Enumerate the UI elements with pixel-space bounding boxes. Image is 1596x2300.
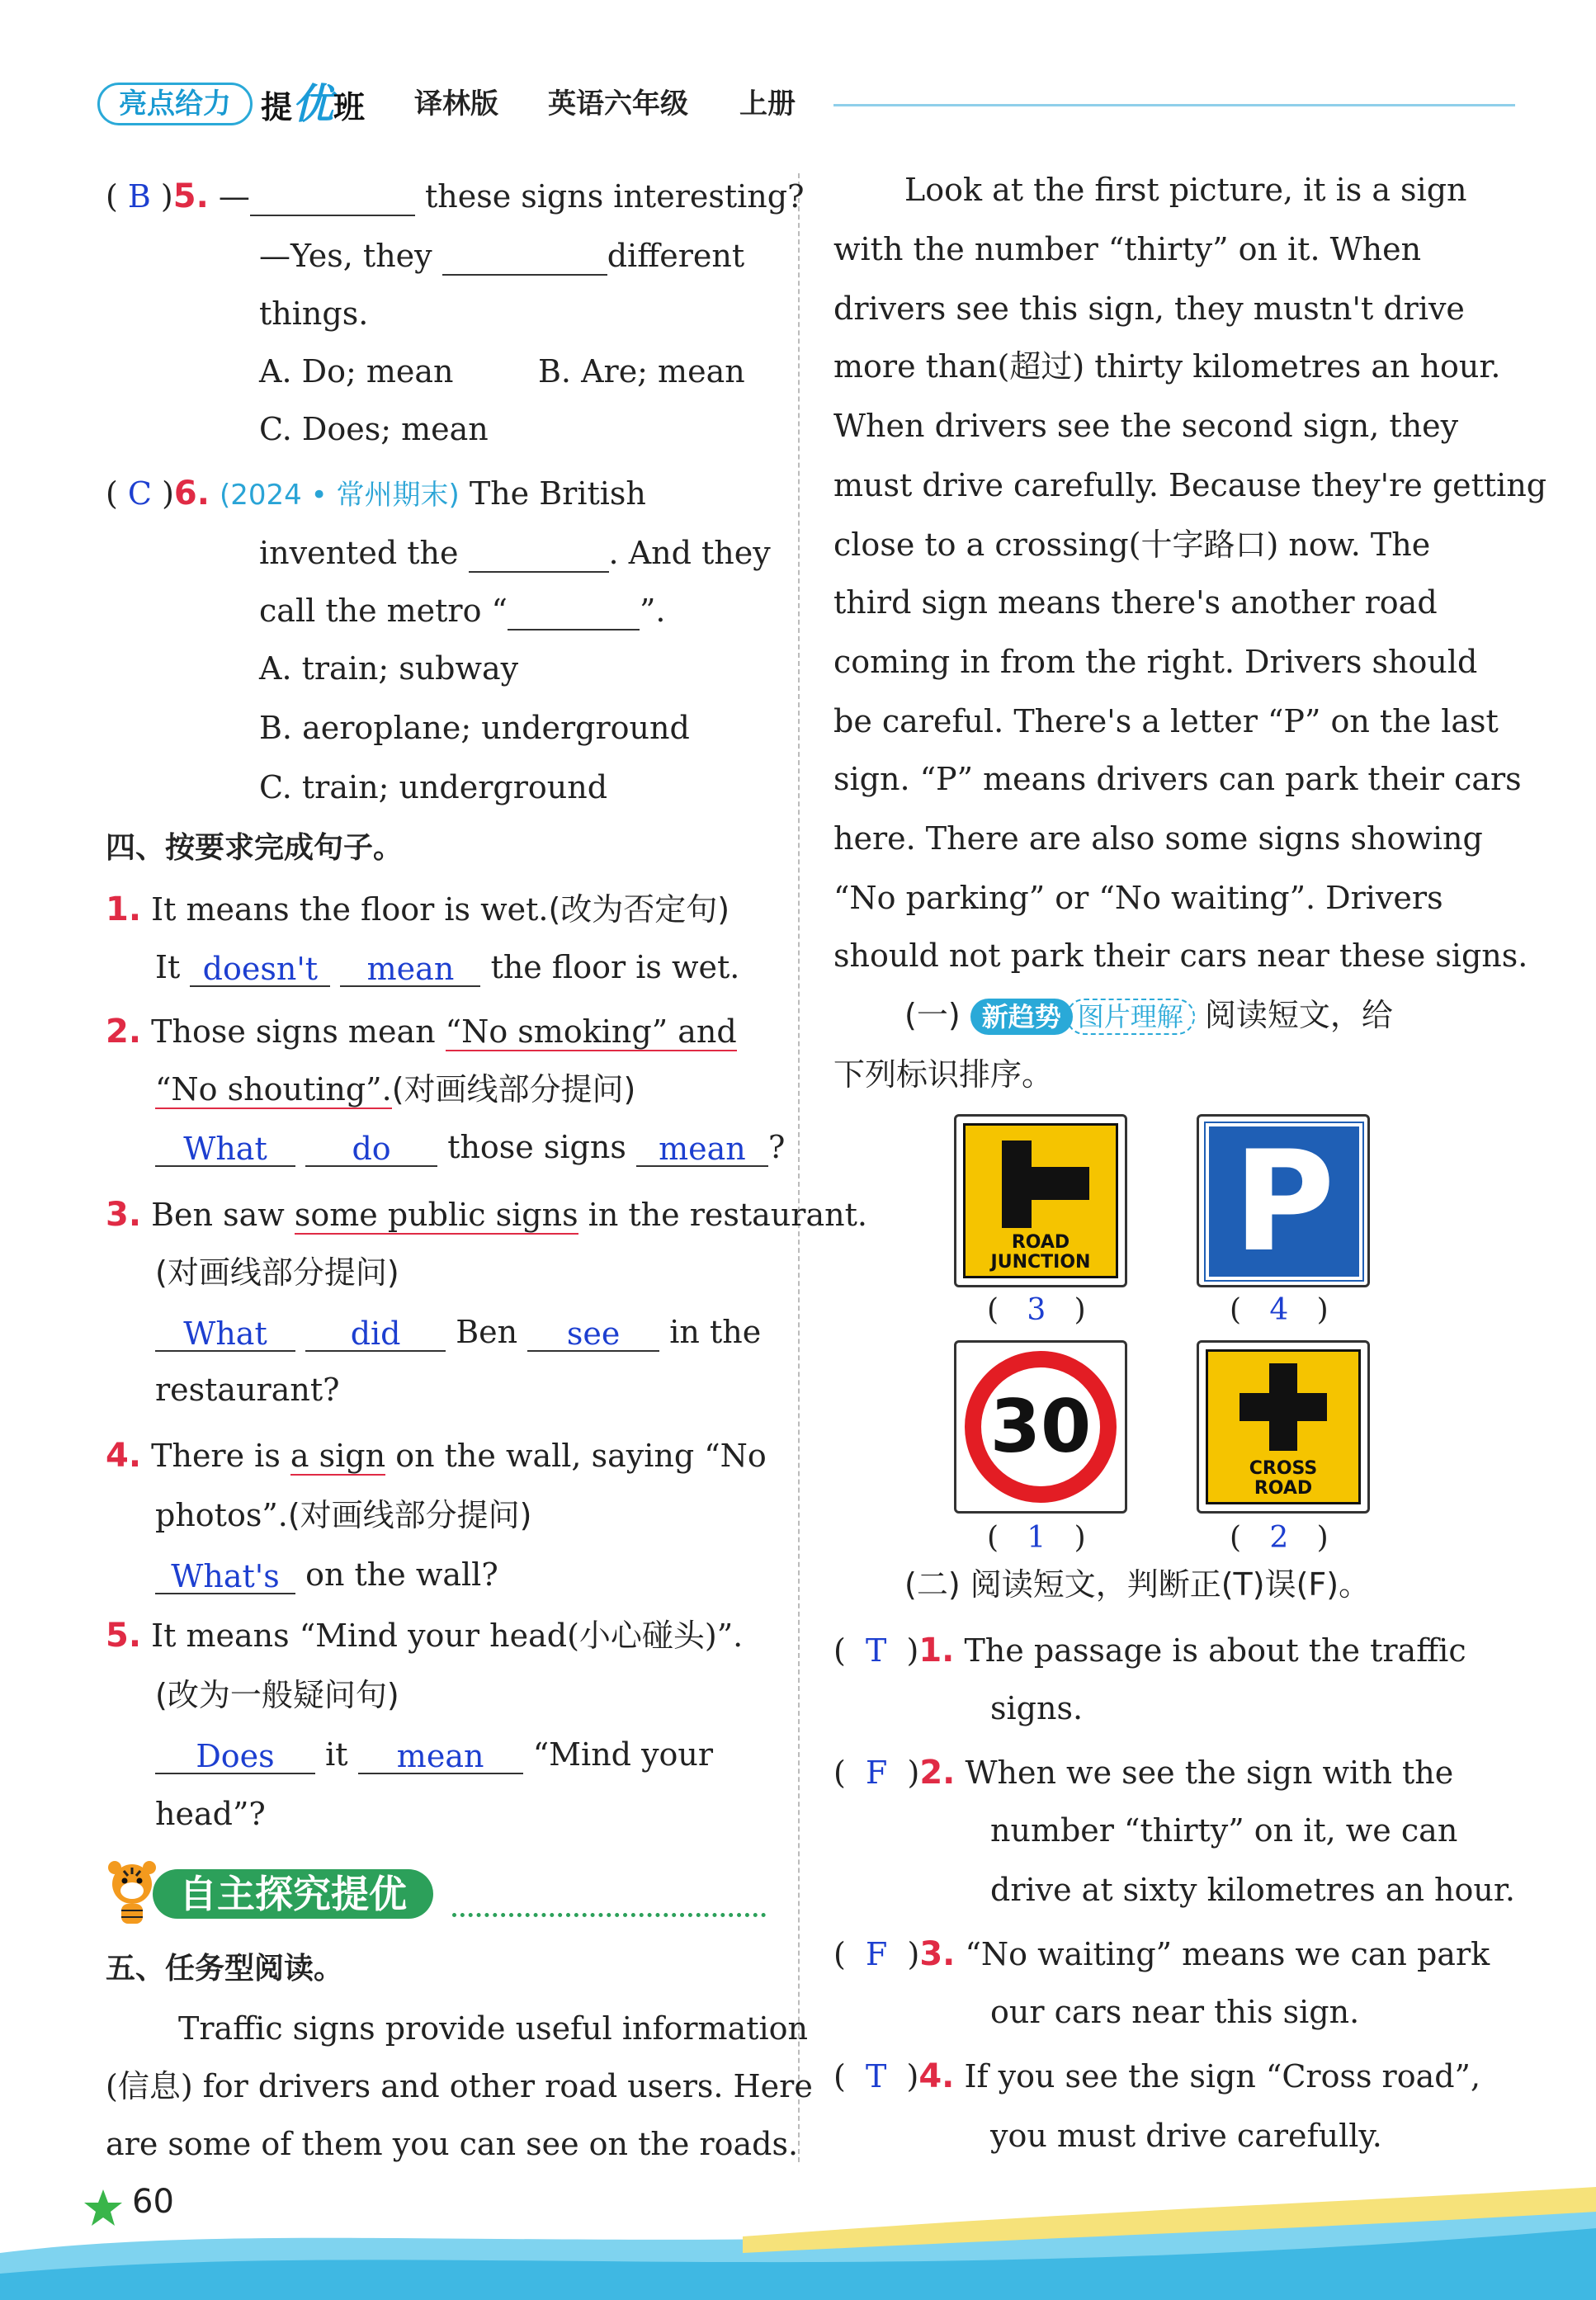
- s3-post: in the restaurant.: [588, 1197, 867, 1233]
- s1-text: It means the floor is wet.: [151, 891, 549, 928]
- q5-dash: —: [218, 178, 250, 215]
- series-name: [261, 79, 365, 132]
- passage-line: with the number “thirty” on it. When: [833, 231, 1422, 267]
- cross-road-caption2: ROAD: [1254, 1478, 1313, 1499]
- edition-label: 译林版: [414, 87, 498, 120]
- s3-mid: Ben: [456, 1314, 518, 1350]
- banner-dotted-rule: [452, 1913, 766, 1917]
- s5-answer1[interactable]: Does: [155, 1736, 315, 1774]
- s3-post2: in the: [669, 1314, 762, 1350]
- tf1-line2: signs.: [990, 1690, 1084, 1726]
- s5-instruction: (改为一般疑问句): [155, 1677, 399, 1713]
- tf2-text1: When we see the sign with the: [965, 1755, 1454, 1791]
- s4-underlined: a sign: [290, 1438, 386, 1474]
- q5-text2: —Yes, they: [259, 238, 432, 274]
- s1-number: 1.: [106, 890, 142, 928]
- tf3-number: 3.: [919, 1935, 956, 1973]
- road-junction-caption2: JUNCTION: [990, 1252, 1091, 1273]
- q6-text2b: . And they: [608, 535, 771, 571]
- q6-text2: invented the: [259, 535, 459, 571]
- brand-badge: 亮点给力: [97, 83, 253, 125]
- q6-line1: ( C )6. (2024 • 常州期末) The British: [106, 475, 646, 512]
- s2-line1: [106, 1012, 737, 1051]
- s3-line4: restaurant?: [155, 1372, 340, 1408]
- volume-label: 上册: [739, 87, 796, 120]
- passage-line: third sign means there's another road: [833, 584, 1438, 621]
- cross-road-caption1: CROSS: [1249, 1458, 1318, 1479]
- passage-line: close to a crossing(十字路口) now. The: [833, 527, 1431, 563]
- s2-underlined1: “No smoking” and: [445, 1013, 737, 1050]
- tf4-number: 4.: [918, 2057, 955, 2095]
- passage-line: be careful. There's a letter “P” on the last: [833, 703, 1499, 739]
- s1-answer1[interactable]: doesn't: [190, 949, 330, 987]
- s2-answer1[interactable]: What: [155, 1129, 295, 1167]
- q5-blank1[interactable]: [250, 178, 415, 216]
- tf4-answer: T: [865, 2058, 887, 2095]
- part1-label: (一): [904, 997, 961, 1033]
- road-junction-caption1: ROAD: [1011, 1232, 1070, 1253]
- q5-number: 5.: [172, 177, 209, 215]
- section-banner: [103, 1859, 450, 1920]
- q5-line1: ( B )5. — these signs interesting?: [106, 177, 805, 215]
- passage-start-line3: are some of them you can see on the roads.: [106, 2126, 799, 2162]
- cross-road-sign: [1197, 1340, 1370, 1514]
- speed-limit-order: ( 1 ): [987, 1521, 1086, 1555]
- s2-pre: Those signs mean: [151, 1013, 436, 1050]
- part1-header: [904, 995, 1393, 1035]
- s3-line1: [106, 1195, 867, 1235]
- part1-instruction1: 阅读短文，给: [1204, 997, 1393, 1033]
- s5-post: “Mind your: [532, 1736, 714, 1773]
- page-header: [97, 79, 1500, 130]
- cross-road-answer: 2: [1269, 1521, 1289, 1555]
- road-junction-icon: [966, 1126, 1116, 1233]
- q6-option-c: C. train; underground: [259, 769, 608, 805]
- footer-wave: [0, 2179, 1596, 2300]
- q5-option-c: C. Does; mean: [259, 411, 489, 447]
- q6-blank1[interactable]: [469, 535, 609, 573]
- q5-option-b: B. Are; mean: [538, 353, 745, 390]
- q6-text3b: ”.: [639, 593, 666, 629]
- s5-mid: it: [325, 1736, 348, 1773]
- passage-line: should not park their cars near these signs.: [833, 937, 1528, 974]
- q5-blank2[interactable]: [442, 238, 607, 276]
- passage-line: must drive carefully. Because they're getting: [833, 467, 1547, 503]
- s2-instruction: (对画线部分提问): [391, 1071, 636, 1107]
- tf2-line2: number “thirty” on it, we can: [990, 1812, 1458, 1849]
- q5-text2b: different: [607, 238, 745, 274]
- s4-line3: [155, 1555, 498, 1594]
- s3-instruction: (对画线部分提问): [155, 1254, 399, 1291]
- s4-post: on the wall, saying “No: [395, 1438, 767, 1474]
- road-junction-answer: 3: [1027, 1293, 1046, 1327]
- q6-answer: C: [127, 475, 152, 512]
- header-rule: [833, 104, 1515, 106]
- s4-line2: [155, 1495, 532, 1535]
- s2-answer3[interactable]: mean: [636, 1129, 768, 1167]
- s1-line2: [155, 947, 739, 987]
- parking-letter: P: [1233, 1121, 1335, 1282]
- s3-answer2[interactable]: did: [305, 1314, 446, 1352]
- s3-pre: Ben saw: [151, 1197, 285, 1233]
- tf4-line2: you must drive carefully.: [990, 2118, 1382, 2154]
- s4-answer1[interactable]: What's: [155, 1556, 295, 1594]
- s1-answer2[interactable]: mean: [340, 949, 480, 987]
- speed-limit-sign: [954, 1340, 1127, 1514]
- s4-number: 4.: [106, 1437, 142, 1475]
- tf3-answer: F: [865, 1936, 888, 1972]
- s2-mid: those signs: [447, 1129, 626, 1165]
- s3-answer1[interactable]: What: [155, 1314, 295, 1352]
- tf1-line1: ( T )1. The passage is about the traffic: [833, 1632, 1466, 1670]
- q6-option-a: A. train; subway: [259, 650, 519, 687]
- s2-underlined2: “No shouting”.: [155, 1071, 392, 1107]
- s3-number: 3.: [106, 1196, 142, 1234]
- s2-line2: [155, 1070, 635, 1109]
- section5-title: 五、任务型阅读。: [106, 1952, 344, 1986]
- s5-line4: head”?: [155, 1796, 266, 1832]
- passage-line: drivers see this sign, they mustn't drive: [833, 290, 1465, 327]
- s4-text2: photos”.: [155, 1497, 288, 1533]
- passage-start-line2: (信息) for drivers and other road users. Here: [106, 2068, 813, 2104]
- trend-sub-tag: 图片理解: [1066, 999, 1195, 1035]
- banner-title: 自主探究提优: [153, 1869, 433, 1919]
- speed-limit-number: 30: [989, 1384, 1092, 1469]
- s5-text: It means “Mind your head(小心碰头)”.: [151, 1618, 744, 1654]
- speed-limit-answer: 1: [1027, 1521, 1046, 1555]
- passage-line: Look at the first picture, it is a sign: [904, 172, 1467, 208]
- s5-answer2[interactable]: mean: [358, 1736, 523, 1774]
- q5-answer: B: [127, 178, 151, 215]
- s5-line3: [155, 1735, 713, 1774]
- section4-title: 四、按要求完成句子。: [106, 831, 404, 865]
- q6-number: 6.: [173, 475, 210, 512]
- tf1-answer: T: [865, 1632, 887, 1669]
- s4-instruction: (对画线部分提问): [287, 1497, 532, 1533]
- parking-order: ( 4 ): [1230, 1293, 1329, 1327]
- s5-line1: [106, 1616, 743, 1655]
- s4-pre: There is: [151, 1438, 281, 1474]
- q6-blank2[interactable]: [508, 593, 640, 630]
- column-divider: [798, 173, 800, 2162]
- s1-post: the floor is wet.: [490, 949, 740, 985]
- tf2-number: 2.: [919, 1754, 956, 1792]
- road-junction-sign: [954, 1114, 1127, 1287]
- part2-title: (二) 阅读短文，判断正(T)误(F)。: [904, 1566, 1371, 1603]
- series-a: 提: [261, 89, 293, 125]
- q6-line3: [259, 591, 666, 630]
- q6-source: (2024 • 常州期末): [220, 479, 460, 512]
- star-icon: [83, 2187, 124, 2228]
- road-junction-order: ( 3 ): [987, 1293, 1086, 1327]
- tf3-text1: “No waiting” means we can park: [965, 1936, 1490, 1972]
- s3-underlined: some public signs: [294, 1197, 578, 1233]
- q6-text3: call the metro “: [259, 593, 508, 629]
- passage-line: here. There are also some signs showing: [833, 820, 1483, 857]
- s1-line1: [106, 890, 730, 929]
- q6-option-b: B. aeroplane; underground: [259, 710, 690, 746]
- q5-option-a: A. Do; mean: [259, 353, 454, 390]
- trend-tag: 新趋势: [970, 999, 1073, 1035]
- series-b: 优: [292, 80, 334, 128]
- tf4-line1: ( T )4. If you see the sign “Cross road”,: [833, 2057, 1481, 2095]
- cross-road-order: ( 2 ): [1230, 1521, 1329, 1555]
- parking-answer: 4: [1269, 1293, 1289, 1327]
- parking-sign: [1197, 1114, 1370, 1287]
- q5-text1: these signs interesting?: [424, 178, 805, 215]
- passage-line: coming in from the right. Drivers should: [833, 644, 1478, 680]
- s2-answer2[interactable]: do: [305, 1129, 437, 1167]
- q6-line2: [259, 533, 771, 573]
- passage-start-line1: Traffic signs provide useful information: [178, 2010, 809, 2047]
- s3-answer3[interactable]: see: [527, 1314, 659, 1352]
- q5-line3: things.: [259, 295, 369, 332]
- passage-line: When drivers see the second sign, they: [833, 408, 1459, 444]
- s2-line3: [155, 1127, 785, 1167]
- s4-line1: [106, 1436, 767, 1476]
- passage-line: sign. “P” means drivers can park their cars: [833, 761, 1522, 797]
- s2-number: 2.: [106, 1013, 142, 1051]
- passage-line: “No parking” or “No waiting”. Drivers: [833, 880, 1443, 916]
- page-number: 60: [132, 2183, 174, 2221]
- subject-label: 英语六年级: [548, 87, 688, 120]
- tf4-text1: If you see the sign “Cross road”,: [964, 2058, 1481, 2095]
- tf2-line3: drive at sixty kilometres an hour.: [990, 1872, 1515, 1908]
- cross-road-icon: [1208, 1352, 1358, 1459]
- tf1-text1: The passage is about the traffic: [964, 1632, 1466, 1669]
- part1-instruction2: 下列标识排序。: [833, 1056, 1054, 1093]
- s3-line3: [155, 1312, 761, 1352]
- tf3-line1: ( F )3. “No waiting” means we can park: [833, 1935, 1490, 1973]
- q6-text1: The British: [469, 475, 646, 512]
- series-c: 班: [333, 89, 366, 125]
- passage-line: more than(超过) thirty kilometres an hour.: [833, 348, 1501, 385]
- s5-number: 5.: [106, 1617, 142, 1655]
- q5-line2: [259, 236, 744, 276]
- tf3-line2: our cars near this sign.: [990, 1994, 1360, 2030]
- s1-instruction: (改为否定句): [548, 891, 730, 928]
- s4-post2: on the wall?: [305, 1556, 498, 1593]
- s2-post: ?: [767, 1129, 786, 1165]
- tf2-line1: ( F )2. When we see the sign with the: [833, 1754, 1454, 1792]
- tf2-answer: F: [865, 1755, 888, 1791]
- s1-pre: It: [155, 949, 181, 985]
- tf1-number: 1.: [918, 1632, 955, 1670]
